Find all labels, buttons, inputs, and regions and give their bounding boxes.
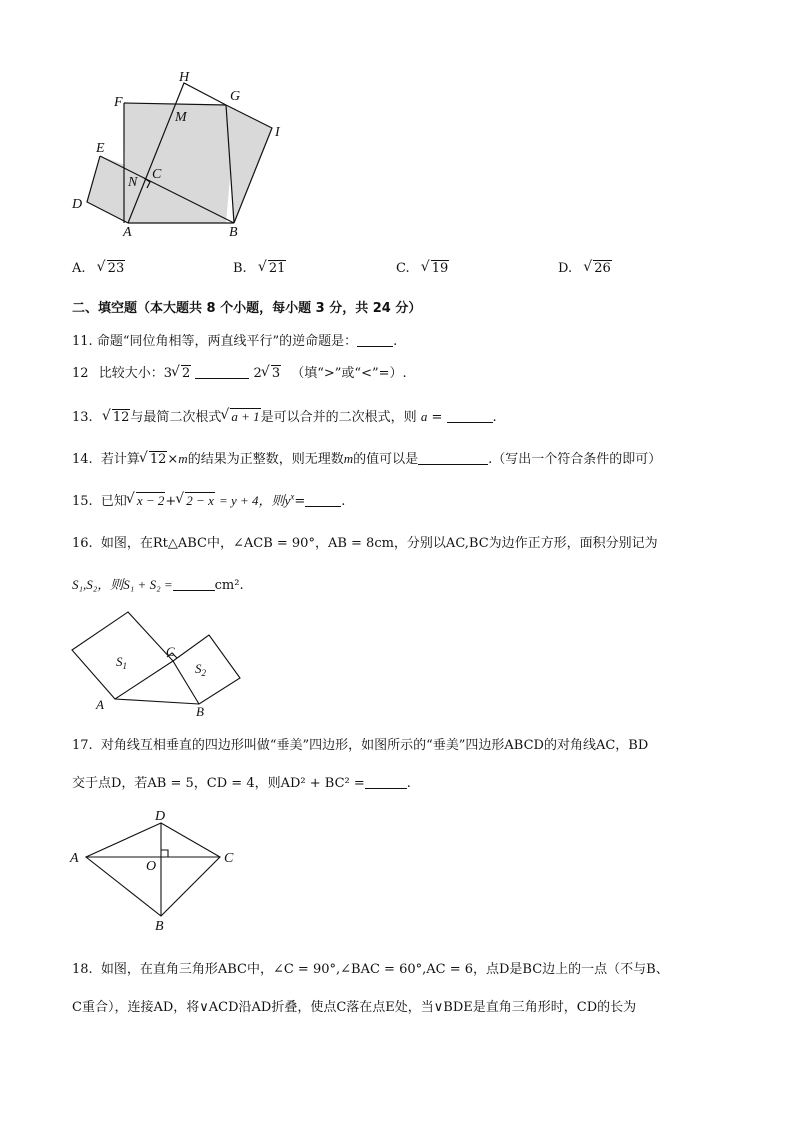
answer-blank[interactable] bbox=[365, 776, 407, 789]
label-A: A bbox=[96, 697, 104, 712]
label-C: C bbox=[166, 644, 175, 659]
figure-q17 bbox=[68, 806, 248, 934]
answer-blank[interactable] bbox=[305, 494, 341, 507]
question-18-line1: 18. 如图，在直角三角形ABC中，∠C = 90°,∠BAC = 60°,AC = 6，点D是BC边上的一点（不与B、 bbox=[72, 962, 669, 977]
figure-q10 bbox=[68, 68, 298, 243]
label-S1: $S_1$ bbox=[116, 654, 127, 671]
question-16-line1: 16. 如图，在Rt△ABC中，∠ACB = 90°，AB = 8cm，分别以AC,BC为边作正方形，面积分别记为 bbox=[72, 536, 658, 551]
label-M: M bbox=[175, 110, 187, 125]
label-C: C bbox=[152, 167, 162, 182]
question-12: 12 比较大小：3√ 2 2√ 3 （填“>”或“<”=）. bbox=[72, 362, 407, 381]
question-17-line2: 交于点D，若AB = 5，CD = 4，则AD² + BC² = . bbox=[72, 776, 411, 791]
label-C: C bbox=[224, 851, 234, 866]
label-B: B bbox=[196, 704, 204, 718]
label-I: I bbox=[275, 125, 280, 140]
label-F: F bbox=[114, 95, 123, 110]
option-d[interactable]: D. √ 26 bbox=[558, 261, 612, 276]
answer-blank[interactable] bbox=[447, 410, 493, 423]
question-18-line2: C重合），连接AD，将∨ACD沿AD折叠，使点C落在点E处，当∨BDE是直角三角形时，CD的长为 bbox=[72, 1000, 637, 1015]
answer-blank[interactable] bbox=[418, 452, 488, 465]
label-A: A bbox=[70, 851, 79, 866]
question-16-line2: S₁,S₂，则S₁ + S₂ = cm². bbox=[72, 577, 244, 593]
question-11: 11. 命题“同位角相等，两直线平行”的逆命题是： . bbox=[72, 334, 398, 349]
answer-blank[interactable] bbox=[173, 578, 215, 591]
label-N: N bbox=[128, 175, 138, 190]
label-H: H bbox=[179, 70, 190, 85]
option-b[interactable]: B. √ 21 bbox=[233, 261, 286, 276]
option-a[interactable]: A. √ 23 bbox=[72, 261, 125, 276]
option-c[interactable]: C. √ 19 bbox=[396, 261, 449, 276]
label-G: G bbox=[230, 89, 241, 104]
question-15: 15. 已知√ x − 2+√ 2 − x = y + 4，则$y^x=$ . bbox=[72, 490, 345, 509]
figure-q16 bbox=[68, 606, 248, 718]
label-B: B bbox=[155, 919, 164, 934]
label-S2: $S_2$ bbox=[195, 661, 206, 678]
section-title: 二、填空题（本大题共 8 个小题，每小题 3 分，共 24 分） bbox=[72, 301, 422, 316]
label-B: B bbox=[229, 225, 238, 240]
question-13: 13. √ 12与最简二次根式√ a + 1是可以合并的二次根式，则 a = . bbox=[72, 406, 497, 425]
answer-blank[interactable] bbox=[195, 366, 249, 379]
question-14: 14. 若计算√ 12×m的结果为正整数，则无理数m的值可以是 .（写出一个符合条件的即可） bbox=[72, 448, 661, 467]
label-O: O bbox=[146, 859, 157, 874]
label-D: D bbox=[72, 197, 83, 212]
answer-blank[interactable] bbox=[357, 334, 393, 347]
label-E: E bbox=[96, 141, 105, 156]
label-A: A bbox=[123, 225, 132, 240]
question-17-line1: 17. 对角线互相垂直的四边形叫做“垂美”四边形，如图所示的“垂美”四边形ABCD的对角线AC，BD bbox=[72, 738, 649, 753]
label-D: D bbox=[155, 809, 166, 824]
